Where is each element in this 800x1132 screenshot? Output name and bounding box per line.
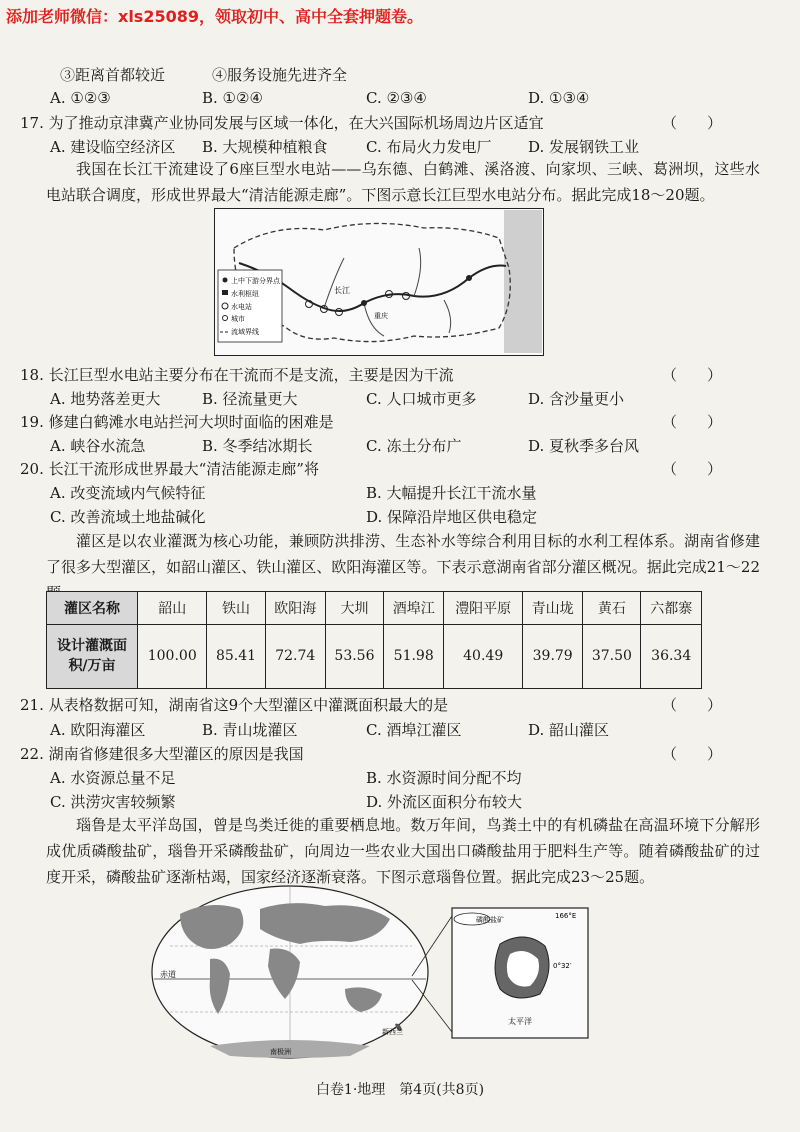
- q20-option-c[interactable]: C. 改善流域土地盐碱化: [50, 508, 206, 526]
- q22-option-a[interactable]: A. 水资源总量不足: [50, 769, 176, 787]
- yangtze-hydropower-map: [214, 208, 544, 356]
- map-label-phosphate: 磷酸盐矿: [476, 916, 504, 924]
- q21-option-b[interactable]: B. 青山垅灌区: [202, 721, 298, 739]
- q20-option-d[interactable]: D. 保障沿岸地区供电稳定: [366, 508, 538, 526]
- table-cell-value: 85.41: [207, 624, 265, 688]
- promo-banner: 添加老师微信：xls25089，领取初中、高中全套押题卷。: [6, 7, 423, 26]
- table-cell-name: 六都寨: [641, 592, 702, 625]
- map-label-0-32: 0°32′: [553, 962, 572, 970]
- table-cell-name: 大圳: [325, 592, 383, 625]
- map-label-equator: 赤道: [160, 970, 176, 979]
- prev-option-b: B. ①②④: [202, 89, 263, 107]
- intro-21-22: 灌区是以农业灌溉为核心功能，兼顾防洪排涝、生态补水等综合利用目标的水利工程体系。湖南省修建了很多大型灌区，如韶山灌区、铁山灌区、欧阳海灌区等。下表示意湖南省部分灌区概况。据此完成21～22: [46, 532, 760, 576]
- question-17-stem: 17. 为了推动京津冀产业协同发展与区域一体化，在大兴国际机场周边片区适宜: [20, 114, 544, 132]
- legend-water-project: 水利枢纽: [231, 290, 259, 298]
- question-22-stem: 22. 湖南省修建很多大型灌区的原因是我国: [20, 745, 304, 763]
- q17-option-a[interactable]: A. 建设临空经济区: [50, 138, 176, 156]
- table-cell-value: 100.00: [138, 624, 207, 688]
- q18-option-c[interactable]: C. 人口城市更多: [366, 390, 477, 408]
- q20-option-b[interactable]: B. 大幅提升长江干流水量: [366, 484, 537, 502]
- irrigation-table: [46, 591, 702, 689]
- option-item-4: ④服务设施先进齐全: [212, 66, 348, 84]
- q17-option-b[interactable]: B. 大规模种植粮食: [202, 138, 328, 156]
- q19-option-c[interactable]: C. 冻土分布广: [366, 437, 462, 455]
- table-cell-name: 欧阳海: [265, 592, 325, 625]
- question-19-stem: 19. 修建白鹤滩水电站拦河大坝时面临的困难是: [20, 413, 334, 431]
- table-cell-name: 青山垅: [522, 592, 582, 625]
- table-cell-name: 黄石: [583, 592, 641, 625]
- legend-city: 城市: [231, 315, 245, 323]
- q18-option-b[interactable]: B. 径流量更大: [202, 390, 298, 408]
- q18-option-d[interactable]: D. 含沙量更小: [528, 390, 625, 408]
- question-21-stem: 21. 从表格数据可知，湖南省这9个大型灌区中灌溉面积最大的是: [20, 696, 449, 714]
- question-20-stem: 20. 长江干流形成世界最大“清洁能源走廊”将: [20, 460, 319, 478]
- map-label-yangtze: 长江: [334, 286, 350, 295]
- question-17-answer[interactable]: （ ）: [662, 114, 723, 132]
- table-cell-value: 36.34: [641, 624, 702, 688]
- option-item-3: ③距离首都较近: [60, 66, 166, 84]
- table-cell-name: 铁山: [207, 592, 265, 625]
- map-label-chongqing: 重庆: [374, 312, 388, 320]
- q21-option-c[interactable]: C. 酒埠江灌区: [366, 721, 462, 739]
- prev-option-d: D. ①③④: [528, 89, 590, 107]
- table-row-names: [47, 592, 702, 625]
- q17-option-c[interactable]: C. 布局火力发电厂: [366, 138, 492, 156]
- table-cell-value: 72.74: [265, 624, 325, 688]
- map-label-pacific: 太平洋: [508, 1017, 532, 1026]
- question-21-answer[interactable]: （ ）: [662, 696, 723, 714]
- question-18-answer[interactable]: （ ）: [662, 366, 723, 384]
- legend-boundary-point: 上中下游分界点: [231, 277, 280, 285]
- table-cell-name: 酒埠江: [383, 592, 443, 625]
- question-20-answer[interactable]: （ ）: [662, 460, 723, 478]
- map-label-antarctica: 南极洲: [270, 1048, 291, 1056]
- q22-option-c[interactable]: C. 洪涝灾害较频繁: [50, 793, 176, 811]
- q19-option-b[interactable]: B. 冬季结冰期长: [202, 437, 313, 455]
- table-cell-name: 韶山: [138, 592, 207, 625]
- nauru-location-map: [150, 884, 600, 1060]
- table-cell-value: 37.50: [583, 624, 641, 688]
- table-cell-value: 53.56: [325, 624, 383, 688]
- table-row-area: [47, 624, 702, 688]
- prev-option-c: C. ②③④: [366, 89, 427, 107]
- table-cell-name: 澧阳平原: [444, 592, 522, 625]
- q18-option-a[interactable]: A. 地势落差更大: [50, 390, 161, 408]
- table-cell-value: 51.98: [383, 624, 443, 688]
- map-label-166e: 166°E: [555, 912, 577, 920]
- question-18-stem: 18. 长江巨型水电站主要分布在干流而不是支流，主要是因为干流: [20, 366, 454, 384]
- table-cell-value: 39.79: [522, 624, 582, 688]
- prev-option-a: A. ①②③: [50, 89, 111, 107]
- map-label-new-zealand: 新西兰: [382, 1028, 403, 1036]
- q19-option-a[interactable]: A. 峡谷水流急: [50, 437, 146, 455]
- page-footer: 白卷1·地理 第4页(共8页): [315, 1082, 485, 1098]
- intro-18-20: 我国在长江干流建设了6座巨型水电站——乌东德、白鹤滩、溪洛渡、向家坝、三峡、葛洲坝，这些水电站联合调度，形成世界最大“清洁能源走廊”。下图示意长江巨型水电站分布。据此完成18～20题。: [46, 160, 760, 204]
- question-19-answer[interactable]: （ ）: [662, 413, 723, 431]
- q22-option-d[interactable]: D. 外流区面积分布较大: [366, 793, 523, 811]
- question-22-answer[interactable]: （ ）: [662, 745, 723, 763]
- intro-23-25: 瑙鲁是太平洋岛国，曾是鸟类迁徙的重要栖息地。数万年间，鸟粪土中的有机磷盐在高温环境下分解形成优质磷酸盐矿，瑙鲁开采磷酸盐矿，向周边一些农业大国出口磷酸盐用于肥料生产等。随着磷酸盐矿的过度开采，磷酸盐矿逐渐枯竭，国家经济逐渐衰落。下图示意瑙鲁位置。据此完成23～25题。: [46, 816, 760, 886]
- table-header-name: 灌区名称: [47, 592, 138, 625]
- q21-option-a[interactable]: A. 欧阳海灌区: [50, 721, 146, 739]
- table-cell-value: 40.49: [444, 624, 522, 688]
- q22-option-b[interactable]: B. 水资源时间分配不均: [366, 769, 522, 787]
- q19-option-d[interactable]: D. 夏秋季多台风: [528, 437, 640, 455]
- q17-option-d[interactable]: D. 发展钢铁工业: [528, 138, 640, 156]
- table-header-area: 设计灌溉面积/万亩: [47, 624, 138, 688]
- q21-option-d[interactable]: D. 韶山灌区: [528, 721, 610, 739]
- legend-hydropower-station: 水电站: [231, 303, 252, 311]
- legend-basin-boundary: 流域界线: [231, 328, 259, 336]
- q20-option-a[interactable]: A. 改变流域内气候特征: [50, 484, 206, 502]
